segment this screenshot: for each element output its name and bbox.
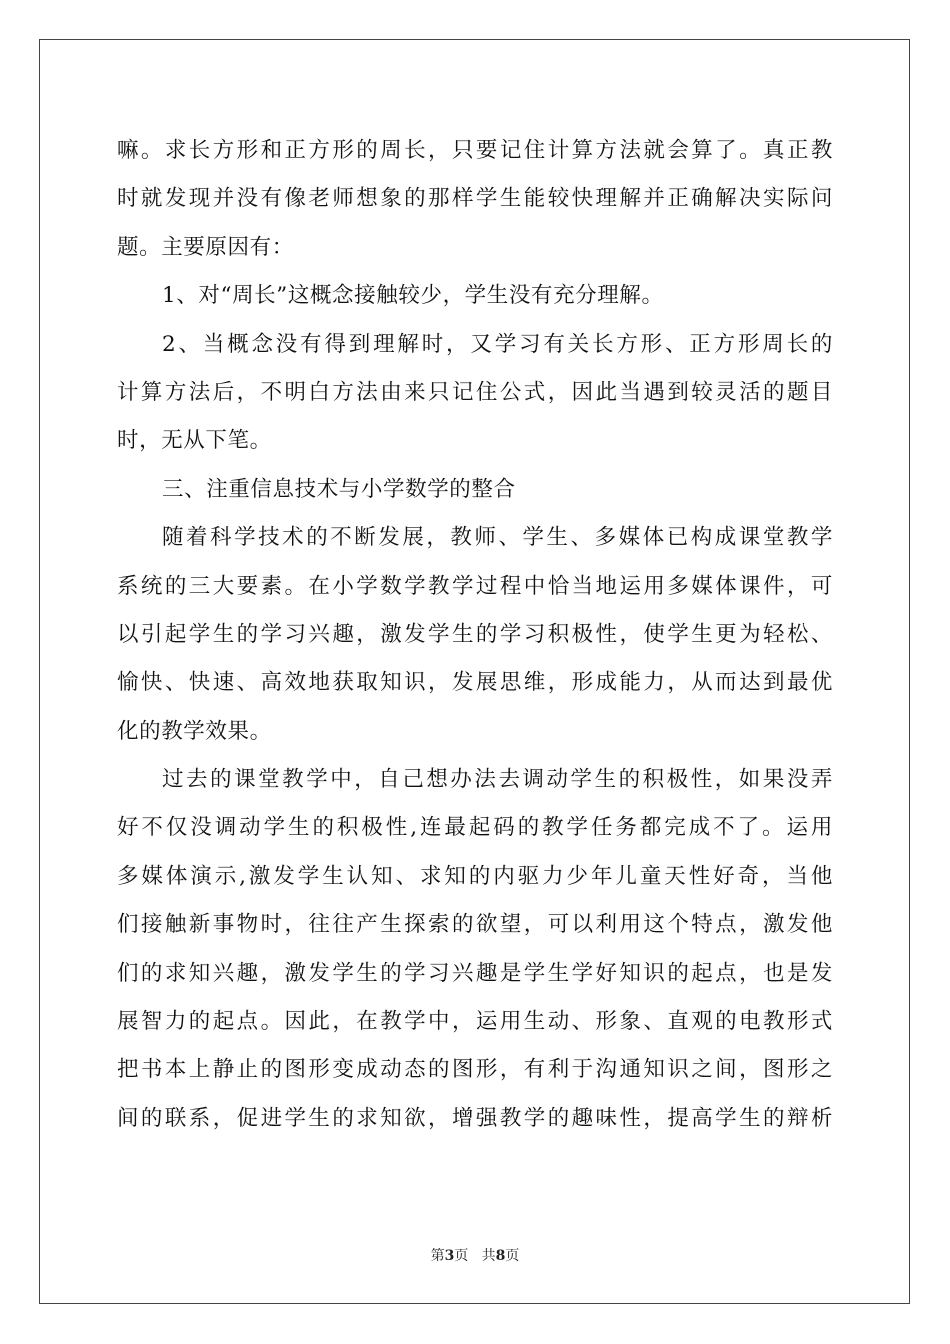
text-line: 好不仅没调动学生的积极性,连最起码的教学任务都完成不了。运用 [117,815,833,841]
text-line: 展智力的起点。因此，在教学中，运用生动、形象、直观的电教形式 [117,1009,833,1035]
text-line: 2、当概念没有得到理解时，又学习有关长方形、正方形周长的 [162,331,833,357]
text-line: 嘛。求长方形和正方形的周长，只要记住计算方法就会算了。真正教 [117,138,833,163]
text-line: 随着科学技术的不断发展，教师、学生、多媒体已构成课堂教学 [162,525,833,551]
text-line: 1、对“周长”这概念接触较少，学生没有充分理解。 [162,283,664,309]
section-heading: 三、注重信息技术与小学数学的整合 [162,476,516,502]
text-line: 时就发现并没有像老师想象的那样学生能较快理解并正确解决实际问 [117,186,833,212]
document-body [117,127,833,1143]
footer-page-suffix: 页 [454,1248,469,1264]
text-line: 计算方法后，不明白方法由来只记住公式，因此当遇到较灵活的题目 [117,379,833,405]
text-line: 过去的课堂教学中，自己想办法去调动学生的积极性，如果没弄 [162,767,833,793]
text-line: 把书本上静止的图形变成动态的图形，有利于沟通知识之间，图形之 [117,1057,833,1083]
text-line: 们接触新事物时，往往产生探索的欲望，可以利用这个特点，激发他 [117,912,833,938]
footer-total-suffix: 页 [505,1248,520,1264]
text-line: 间的联系，促进学生的求知欲，增强教学的趣味性，提高学生的辩析 [117,1105,833,1131]
footer-prefix: 第 [430,1248,445,1264]
page-footer [0,1245,950,1265]
footer-total-pages: 8 [495,1248,506,1264]
text-line: 们的求知兴趣，激发学生的学习兴趣是学生学好知识的起点，也是发 [117,960,833,986]
text-line: 化的教学效果。 [117,718,272,744]
text-line: 多媒体演示,激发学生认知、求知的内驱力少年儿童天性好奇，当他 [117,863,833,889]
footer-page-number: 3 [444,1248,455,1264]
text-line: 时，无从下笔。 [117,428,272,454]
text-line: 以引起学生的学习兴趣，激发学生的学习积极性，使学生更为轻松、 [117,621,833,647]
footer-total-prefix: 共 [481,1248,496,1264]
text-line: 题。主要原因有： [117,234,294,260]
text-line: 愉快、快速、高效地获取知识，发展思维，形成能力，从而达到最优 [117,670,833,696]
text-line: 系统的三大要素。在小学数学教学过程中恰当地运用多媒体课件，可 [117,573,833,599]
